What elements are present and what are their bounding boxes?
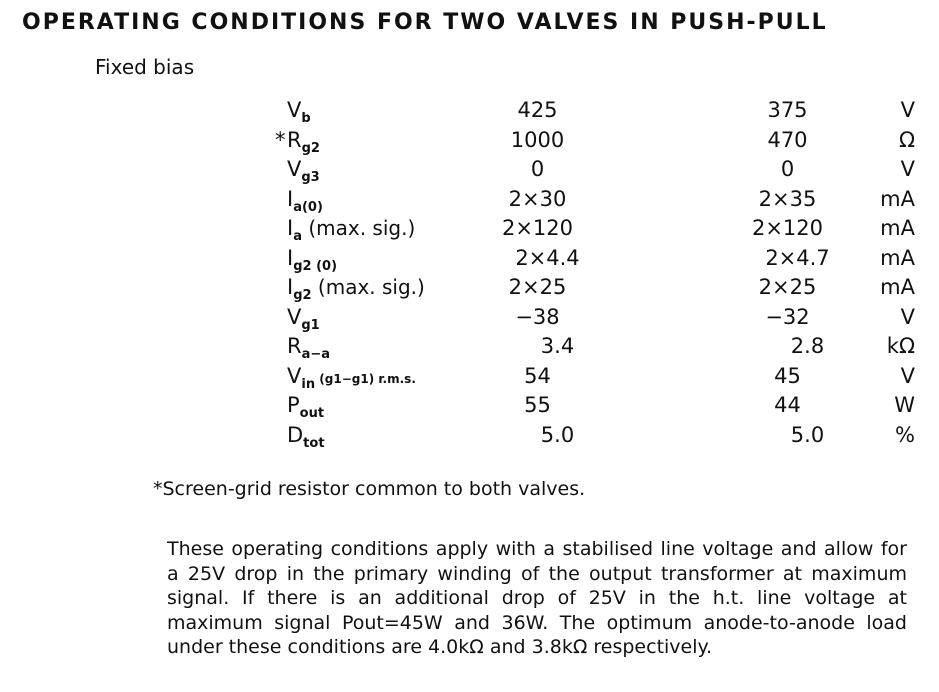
- table-row: [275, 391, 915, 421]
- symbol-subscript: a: [293, 229, 302, 244]
- symbol-suffix: (max. sig.): [311, 275, 425, 299]
- value-column-1: 2×25: [508, 275, 567, 299]
- unit: Ω: [898, 127, 915, 152]
- value-column-2: 5.0: [790, 422, 825, 447]
- table-row: [275, 185, 915, 215]
- value-column-1: 0: [530, 157, 545, 181]
- table-row: [275, 155, 915, 185]
- table-row: [275, 244, 915, 274]
- subtitle: Fixed bias: [95, 55, 195, 79]
- symbol-suffix: (max. sig.): [301, 216, 416, 240]
- value-column-2: 2×120: [751, 216, 824, 240]
- symbol-letter: P: [287, 393, 300, 417]
- table-row: [275, 303, 915, 333]
- unit: W: [894, 393, 915, 417]
- unit: mA: [880, 245, 915, 270]
- table-row: [275, 332, 915, 362]
- table-row: [275, 421, 915, 451]
- value-column-2: 375: [767, 98, 808, 122]
- value-column-2: 45: [774, 363, 801, 388]
- symbol-subscript: tot: [303, 435, 325, 451]
- value-column-1: 3.4: [540, 334, 575, 358]
- symbol-letter: D: [287, 422, 304, 447]
- notes-paragraph: These operating conditions apply with a stabilised line voltage and allow for a 25V drop in the primary winding of the output transformer at maximum signal. If there is an additional drop of 25V in the h.t. line voltage at maximum signal Pout=45W and 36W. The optimum anode-to-anode load under these conditions are 4.0kΩ and 3.8kΩ respectively.: [167, 538, 907, 658]
- value-column-2: 2×4.7: [765, 245, 830, 270]
- symbol-subscript: in: [301, 376, 316, 392]
- value-column-2: 2.8: [790, 334, 825, 358]
- symbol-letter: R: [287, 334, 302, 358]
- symbol-letter: V: [287, 157, 302, 181]
- symbol-letter: V: [287, 304, 302, 329]
- symbol-letter: I: [287, 216, 294, 240]
- page-title: OPERATING CONDITIONS FOR TWO VALVES IN PUSH-PULL: [22, 10, 828, 35]
- parameter-symbol: [275, 421, 325, 458]
- symbol-subscript: g2: [301, 140, 320, 156]
- unit: %: [895, 422, 915, 447]
- unit: mA: [880, 275, 915, 299]
- unit: V: [900, 157, 915, 181]
- footnote: *Screen-grid resistor common to both valves.: [153, 478, 586, 500]
- symbol-subscript: g2 (0): [293, 258, 338, 274]
- value-column-1: 5.0: [540, 422, 575, 447]
- value-column-2: 0: [780, 157, 795, 181]
- unit: V: [900, 304, 915, 329]
- symbol-letter: V: [287, 98, 302, 122]
- symbol-subscript: g2: [293, 288, 312, 303]
- symbol-subscript: g1: [301, 317, 320, 333]
- unit: mA: [880, 186, 915, 211]
- table-row: [275, 273, 915, 303]
- unit: kΩ: [886, 334, 915, 358]
- symbol-letter: I: [287, 186, 294, 211]
- unit: V: [900, 363, 915, 388]
- table-row: [275, 96, 915, 126]
- value-column-2: −32: [765, 304, 810, 329]
- value-column-1: 2×30: [508, 186, 567, 211]
- symbol-prefix: *: [275, 127, 286, 152]
- symbol-letter: R: [287, 127, 302, 152]
- value-column-1: 1000: [510, 127, 565, 152]
- unit: mA: [880, 216, 915, 240]
- value-column-1: 2×4.4: [515, 245, 580, 270]
- table-row: [275, 126, 915, 156]
- value-column-1: 425: [517, 98, 558, 122]
- value-column-1: 55: [524, 393, 551, 417]
- operating-conditions-table: [275, 96, 915, 450]
- symbol-subscript: a(0): [293, 199, 323, 215]
- symbol-letter: I: [287, 245, 294, 270]
- value-column-2: 2×25: [758, 275, 817, 299]
- symbol-subscript: g3: [301, 170, 320, 185]
- table-row: [275, 214, 915, 244]
- symbol-subscript: a−a: [301, 347, 331, 362]
- symbol-letter: I: [287, 275, 294, 299]
- value-column-2: 2×35: [758, 186, 817, 211]
- symbol-suffix-small: (g1−g1) r.m.s.: [315, 371, 416, 386]
- symbol-subscript: out: [299, 406, 325, 421]
- symbol-subscript: b: [301, 111, 311, 126]
- value-column-2: 44: [774, 393, 801, 417]
- value-column-1: 2×120: [501, 216, 574, 240]
- value-column-2: 470: [767, 127, 808, 152]
- symbol-letter: V: [287, 363, 302, 388]
- value-column-1: 54: [524, 363, 551, 388]
- table-row: [275, 362, 915, 392]
- unit: V: [900, 98, 915, 122]
- value-column-1: −38: [515, 304, 560, 329]
